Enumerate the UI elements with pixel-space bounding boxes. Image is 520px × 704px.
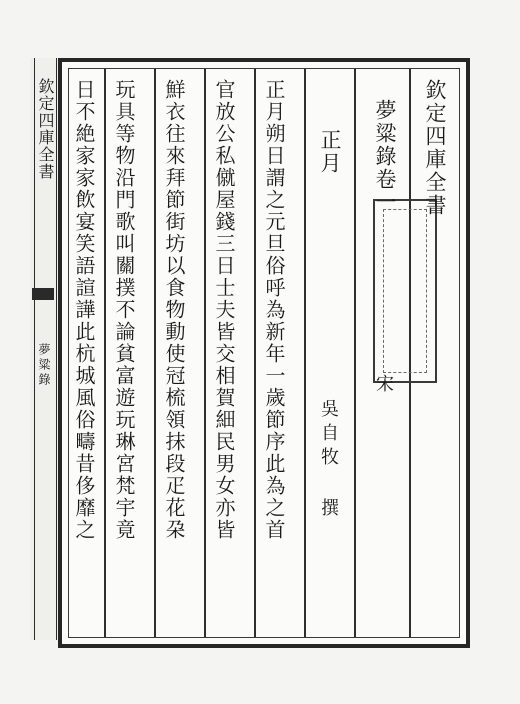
text-column-4: 玩具等物沿門歌叫關撲不論貧富遊玩琳宮梵宇竟	[112, 79, 136, 541]
text-column-1: 正月朔日謂之元旦俗呼為新年一歲節序此為之首	[262, 79, 286, 541]
section-heading: 正月	[318, 129, 342, 175]
column-rule	[304, 69, 306, 637]
column-rule	[104, 69, 106, 637]
column-rule	[204, 69, 206, 637]
column-rule	[154, 69, 156, 637]
column-rule	[354, 69, 356, 637]
document-page	[58, 58, 470, 648]
book-title: 夢粱錄卷一	[373, 99, 397, 214]
left-page-edge	[30, 58, 58, 640]
spine-title: 欽定四庫全書	[36, 78, 55, 180]
text-column-3: 鮮衣往來拜節街坊以食物動使冠梳領抹段疋花朶	[162, 79, 186, 541]
page-header: 欽定四庫全書	[423, 79, 447, 217]
spine-subtitle: 夢粱錄	[37, 343, 51, 388]
column-rule	[254, 69, 256, 637]
author-prefix: 宋	[373, 374, 394, 394]
text-column-2: 官放公私僦屋錢三日士夫皆交相賀細民男女亦皆	[212, 79, 236, 541]
seal-box	[373, 199, 437, 383]
text-column-5: 日不絶家家飲宴笑語諠譁此杭城風俗疇昔侈靡之	[72, 79, 96, 541]
page-frame	[68, 68, 460, 638]
author-name: 吳自牧 撰	[318, 399, 339, 522]
spine-marker	[32, 288, 54, 300]
